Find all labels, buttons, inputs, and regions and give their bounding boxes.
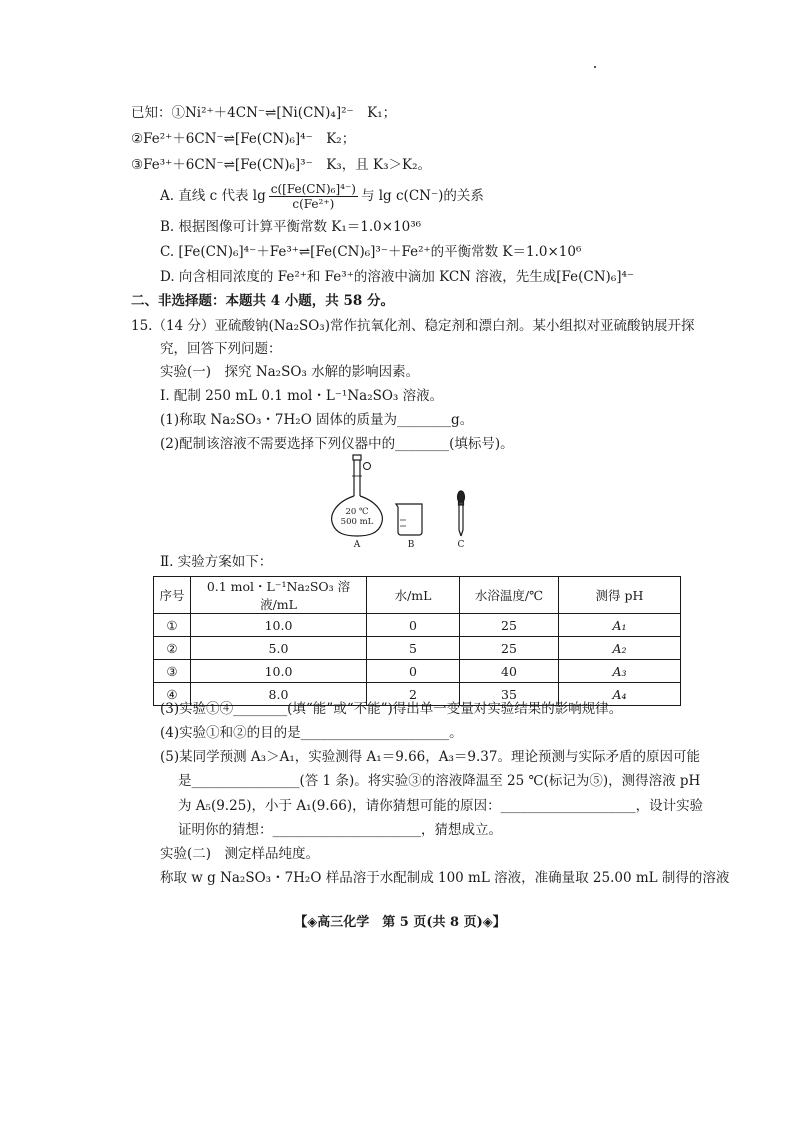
label-b: B bbox=[407, 540, 415, 550]
table-row bbox=[154, 660, 681, 683]
subquestion-4: (4)实验①和②的目的是______________________。 bbox=[160, 725, 463, 741]
table-cell: 10.0 bbox=[191, 660, 367, 683]
option-a-prefix: A. 直线 c 代表 lg bbox=[160, 188, 266, 204]
experiment-2-text: 称取 w g Na₂SO₃・7H₂O 样品溶于水配制成 100 mL 溶液，准确量取 25.00 mL 制得的溶液 bbox=[160, 870, 730, 886]
option-c: C. [Fe(CN)₆]⁴⁻＋Fe³⁺⇌[Fe(CN)₆]³⁻＋Fe²⁺的平衡常数 K＝1.0×10⁶ bbox=[160, 244, 582, 260]
table-cell: ③ bbox=[154, 660, 191, 683]
table-cell: A₁ bbox=[559, 614, 681, 637]
table-header-row bbox=[154, 577, 681, 614]
experiment-1-title: 实验(一) 探究 Na₂SO₃ 水解的影响因素。 bbox=[160, 364, 420, 380]
table-row bbox=[154, 637, 681, 660]
table-cell: 8.0 bbox=[191, 683, 367, 706]
known-equation-3: ③Fe³⁺＋6CN⁻⇌[Fe(CN)₆]³⁻ K₃，且 K₃＞K₂。 bbox=[131, 157, 431, 173]
known-equation-2: ②Fe²⁺＋6CN⁻⇌[Fe(CN)₆]⁴⁻ K₂； bbox=[131, 131, 356, 147]
table-cell: A₃ bbox=[559, 660, 681, 683]
flask-volume-label: 500 mL bbox=[340, 517, 374, 527]
table-header: 水/mL bbox=[367, 577, 460, 614]
option-a-denominator: c(Fe²⁺) bbox=[292, 197, 335, 211]
experiment-2-title: 实验(二) 测定样品纯度。 bbox=[160, 846, 320, 862]
q15-intro-line1: 15.（14 分）亚硫酸钠(Na₂SO₃)常作抗氧化剂、稳定剂和漂白剂。某小组拟对亚硫酸钠展开探 bbox=[131, 318, 695, 334]
flask-temp-label: 20 ℃ bbox=[345, 507, 369, 517]
q15-intro-line2: 究，回答下列问题： bbox=[160, 341, 282, 357]
label-a: A bbox=[353, 540, 361, 550]
option-a-fraction bbox=[269, 182, 358, 211]
table-cell: ② bbox=[154, 637, 191, 660]
known-equation-1: 已知：①Ni²⁺＋4CN⁻⇌[Ni(CN)₄]²⁻ K₁； bbox=[131, 105, 397, 121]
subquestion-5-line4: 证明你的猜想：______________________，猜想成立。 bbox=[178, 822, 502, 838]
section-heading: 二、非选择题：本题共 4 小题，共 58 分。 bbox=[131, 293, 394, 309]
table-cell: 0 bbox=[367, 614, 460, 637]
option-d: D. 向含相同浓度的 Fe²⁺和 Fe³⁺的溶液中滴加 KCN 溶液，先生成[Fe(CN)₆]⁴⁻ bbox=[160, 269, 635, 285]
subquestion-1: (1)称取 Na₂SO₃・7H₂O 固体的质量为________g。 bbox=[160, 412, 474, 428]
table-cell: 40 bbox=[460, 660, 559, 683]
subquestion-5-line3: 为 A₅(9.25)，小于 A₁(9.66)，请你猜想可能的原因：____________________，设计实验 bbox=[178, 798, 704, 814]
experiment-table bbox=[153, 576, 681, 706]
table-cell: 2 bbox=[367, 683, 460, 706]
option-a bbox=[160, 180, 484, 212]
subquestion-2: (2)配制该溶液不需要选择下列仪器中的________(填标号)。 bbox=[160, 436, 514, 452]
table-cell: ① bbox=[154, 614, 191, 637]
table-header: 0.1 mol・L⁻¹Na₂SO₃ 溶液/mL bbox=[191, 577, 367, 614]
table-cell: 25 bbox=[460, 637, 559, 660]
option-a-suffix: 与 lg c(CN⁻)的关系 bbox=[360, 188, 484, 204]
part-2-title: Ⅱ. 实验方案如下： bbox=[160, 554, 273, 570]
table-cell: 5 bbox=[367, 637, 460, 660]
part-1-title: Ⅰ. 配制 250 mL 0.1 mol・L⁻¹Na₂SO₃ 溶液。 bbox=[160, 388, 444, 404]
speck bbox=[594, 66, 596, 68]
subquestion-5-line1: (5)某同学预测 A₃＞A₁，实验测得 A₁＝9.66，A₃＝9.37。理论预测与实际矛盾的原因可能 bbox=[160, 749, 700, 765]
beaker-icon bbox=[396, 504, 422, 535]
subquestion-3: (3)实验①④________(填“能”或“不能”)得出单一变量对实验结果的影响规律。 bbox=[160, 701, 623, 717]
table-cell: A₂ bbox=[559, 637, 681, 660]
table-cell: 5.0 bbox=[191, 637, 367, 660]
label-c: C bbox=[457, 540, 465, 550]
table-header: 序号 bbox=[154, 577, 191, 614]
subquestion-5-line2: 是________________(答 1 条)。将实验③的溶液降温至 25 ℃(标记为⑤)，测得溶液 pH bbox=[178, 773, 701, 789]
table-header: 水浴温度/℃ bbox=[460, 577, 559, 614]
table-cell: 0 bbox=[367, 660, 460, 683]
table-cell: 10.0 bbox=[191, 614, 367, 637]
option-a-numerator: c([Fe(CN)₆]⁴⁻) bbox=[270, 182, 356, 196]
table-cell: 35 bbox=[460, 683, 559, 706]
instruments-figure bbox=[320, 452, 490, 552]
dropper-icon bbox=[458, 491, 465, 536]
table-cell: 25 bbox=[460, 614, 559, 637]
table-cell: A₄ bbox=[559, 683, 681, 706]
table-header: 测得 pH bbox=[559, 577, 681, 614]
page-footer: 【◈高三化学 第 5 页(共 8 页)◈】 bbox=[294, 915, 506, 930]
table-row bbox=[154, 614, 681, 637]
table-cell: ④ bbox=[154, 683, 191, 706]
option-b: B. 根据图像可计算平衡常数 K₁＝1.0×10³⁶ bbox=[160, 219, 422, 235]
